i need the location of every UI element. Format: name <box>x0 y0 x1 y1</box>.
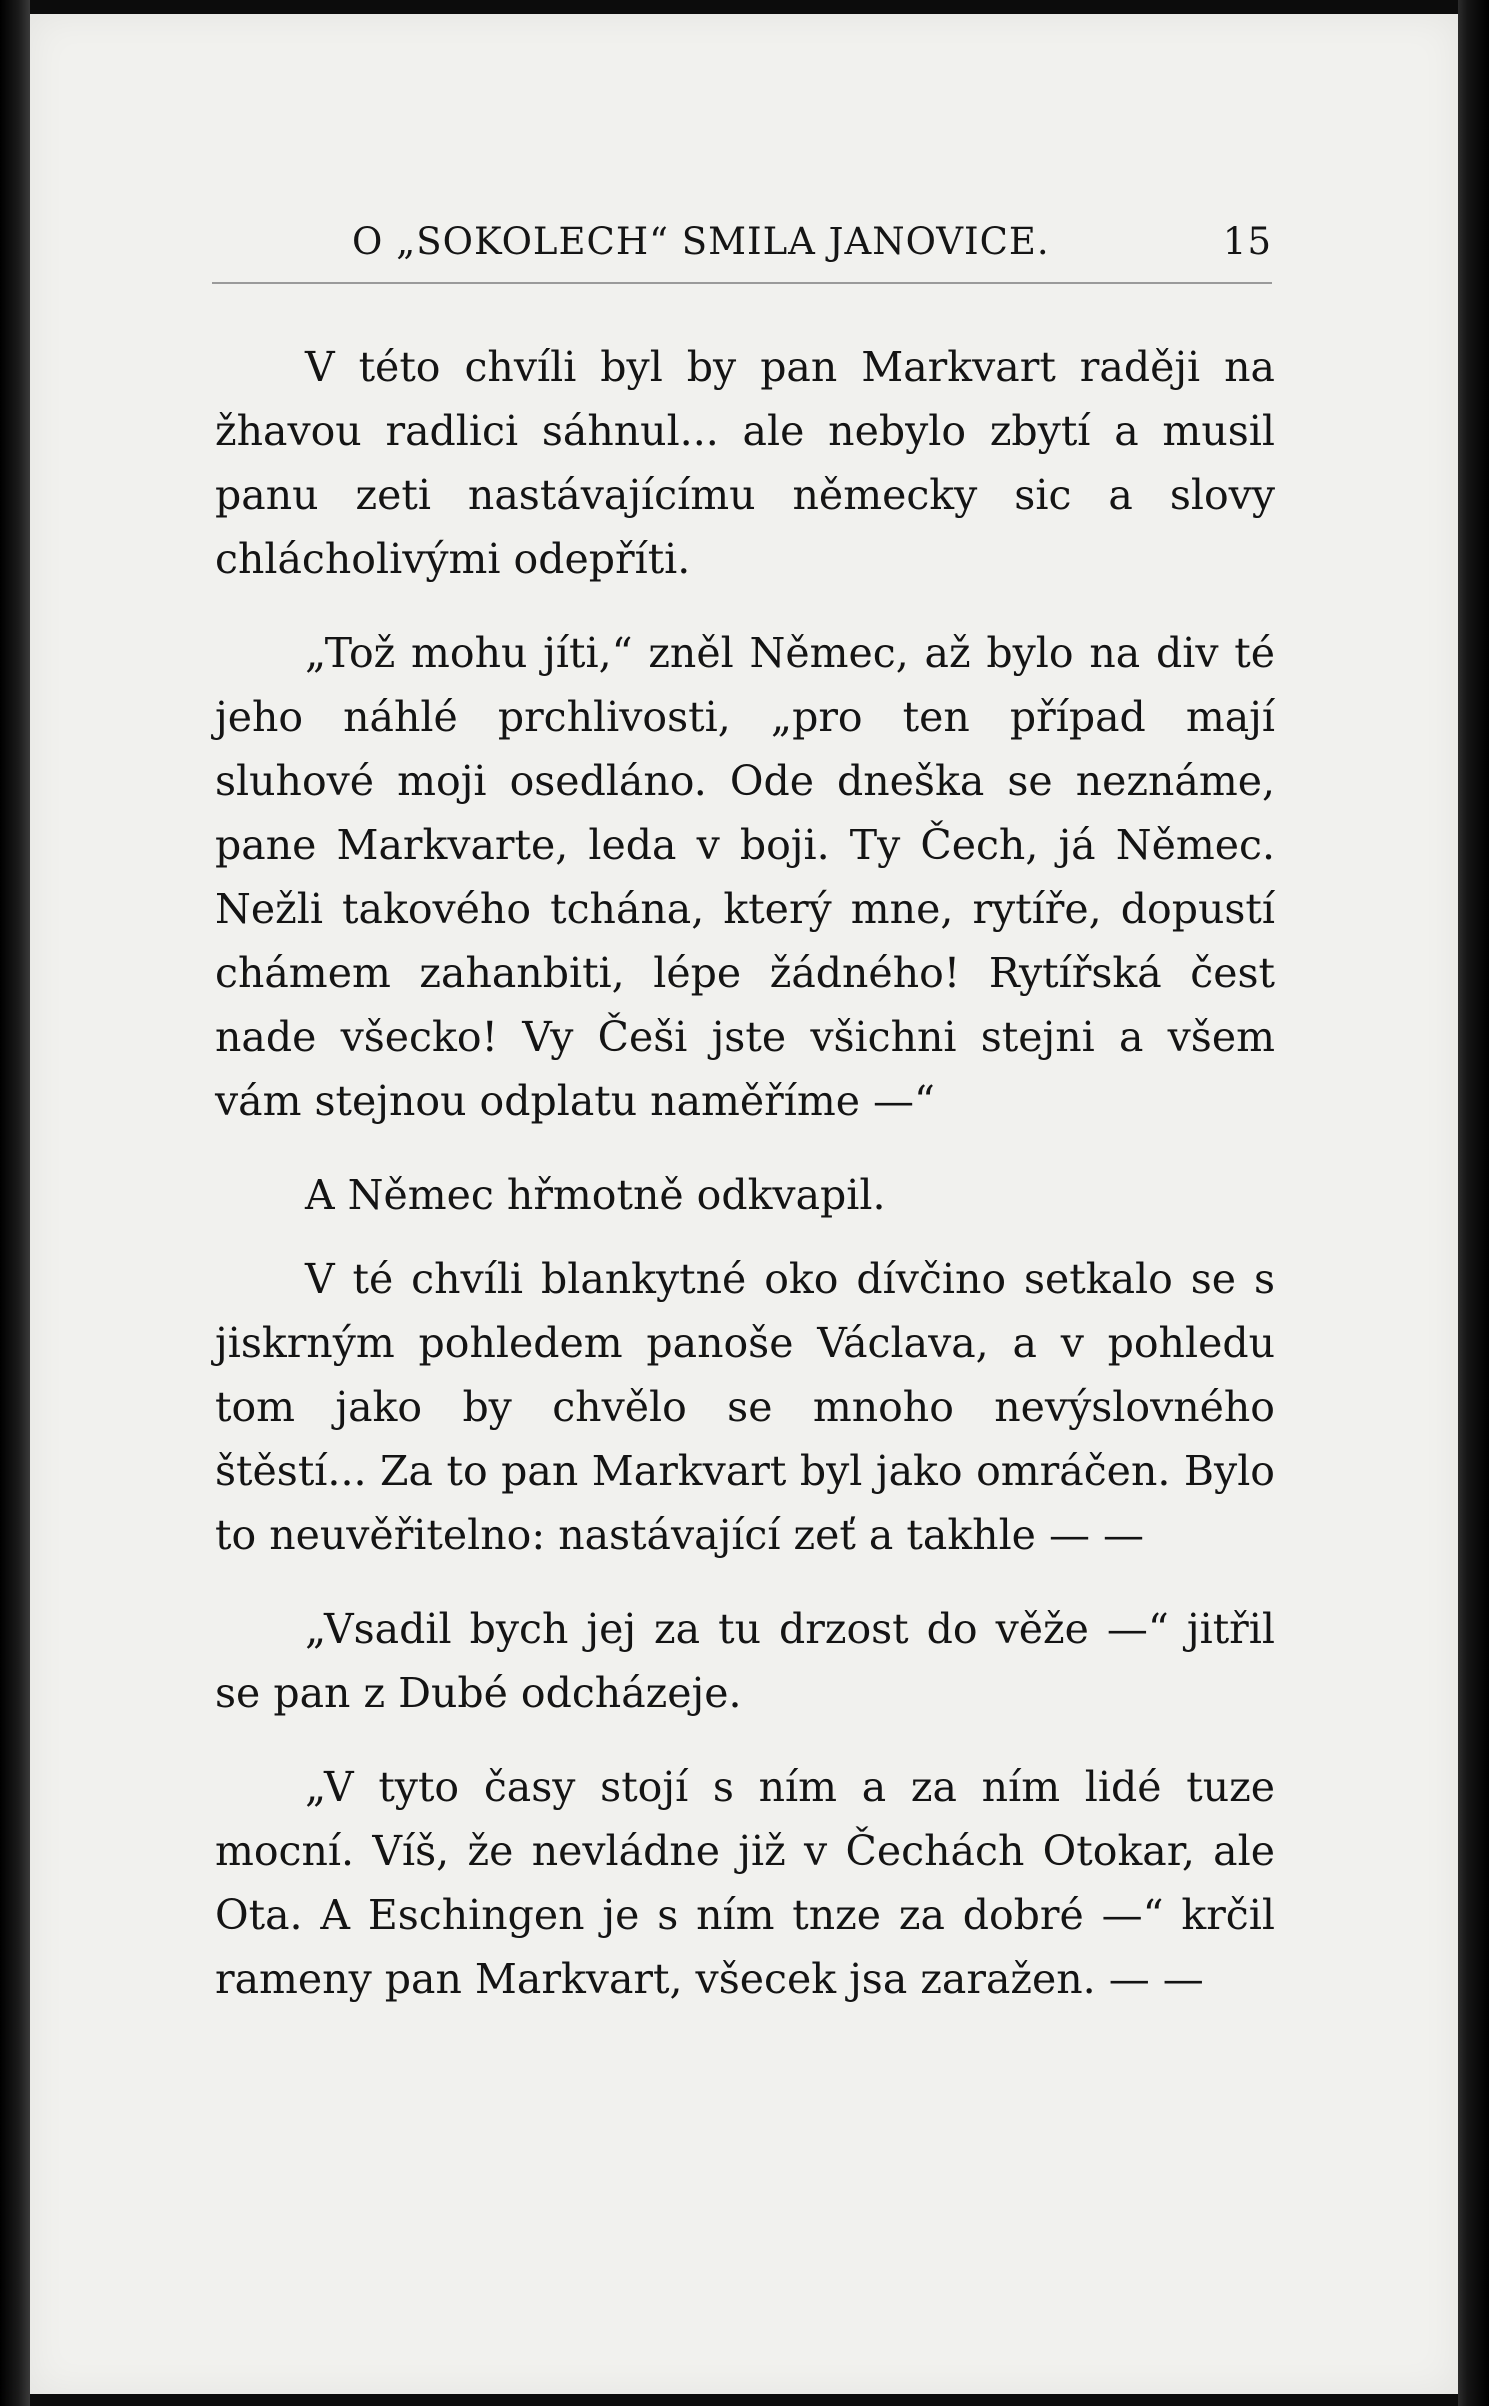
header-rule <box>212 282 1272 284</box>
running-header <box>212 210 1272 270</box>
page-number: 15 <box>1222 220 1272 263</box>
page-outer-edge <box>1458 0 1489 2406</box>
paragraph: „Vsadil bych jej za tu drzost do věže —“ jitřil se pan z Dubé odcházeje. <box>215 1605 1275 1717</box>
paragraph: V té chvíli blankytné oko dívčino setkalo se s jiskrným pohledem panoše Václava, a v pohledu tom jako by chvělo se mnoho nevýslovného štěstí... Za to pan Markvart byl jako omráčen. Bylo to neuvěřitelno: nastávající zeť a takhle — — <box>215 1255 1275 1559</box>
body-text <box>215 335 1275 2041</box>
paragraph: V této chvíli byl by pan Markvart raději na žhavou radlici sáhnul... ale nebylo zbytí a musil panu zeti nastávajícímu německy sic a slovy chlácholivými odepříti. <box>215 343 1275 583</box>
paragraph: A Němec hřmotně odkvapil. <box>305 1171 886 1219</box>
running-title: O „SOKOLECH“ SMILA JANOVICE. <box>352 220 1050 263</box>
paragraph: „V tyto časy stojí s ním a za ním lidé tuze mocní. Víš, že nevládne již v Čechách Otokar, ale Ota. A Eschingen je s ním tnze za dobré —“ krčil rameny pan Markvart, všecek jsa zaražen. — — <box>215 1763 1275 2003</box>
paragraph: „Tož mohu jíti,“ zněl Němec, až bylo na div té jeho náhlé prchlivosti, „pro ten případ mají sluhové moji osedláno. Ode dneška se neznáme, pane Markvarte, leda v boji. Ty Čech, já Němec. Nežli takového tchána, který mne, rytíře, dopustí chámem zahanbiti, lépe žádného! Rytířská čest nade všecko! Vy Češi jste všichni stejni a všem vám stejnou odplatu naměříme —“ <box>215 629 1275 1125</box>
page-binding-edge <box>0 0 30 2406</box>
